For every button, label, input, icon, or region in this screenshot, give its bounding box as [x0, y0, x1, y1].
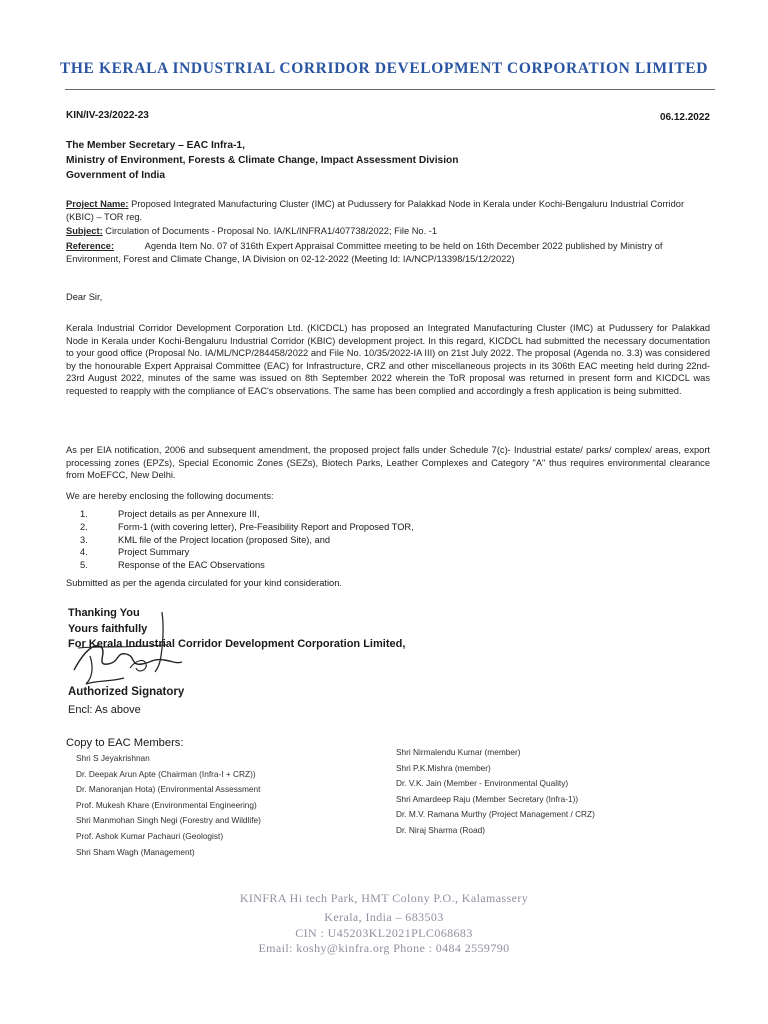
list-item: Dr. Niraj Sharma (Road): [396, 824, 485, 835]
project-name-label: Project Name:: [66, 199, 129, 209]
list-item: 5. Response of the EAC Observations: [80, 560, 265, 571]
enclosure-note: Encl: As above: [68, 704, 141, 716]
subject-line: [66, 225, 710, 238]
thanking-line: Thanking You: [68, 607, 140, 619]
reference-text: Agenda Item No. 07 of 316th Expert Appraisal Committee meeting to be held on 16th December 2022 published by Ministry of Environment, Forest and Climate Change, IA Division on 02-12-2022 (Meeting Id: IA/NCP/13398/15/12/2022): [66, 241, 663, 264]
subject-text: Circulation of Documents - Proposal No. IA/KL/INFRA1/407738/2022; File No. -1: [105, 226, 438, 236]
footer-address-line-1: KINFRA Hi tech Park, HMT Colony P.O., Kalamassery: [239, 891, 529, 905]
list-item: 4. Project Summary: [80, 547, 190, 558]
letterhead-title: THE KERALA INDUSTRIAL CORRIDOR DEVELOPMENT CORPORATION LIMITED: [59, 60, 709, 77]
copy-to-title: Copy to EAC Members:: [66, 737, 184, 749]
letter-date: 06.12.2022: [659, 112, 710, 123]
documents-intro: We are hereby enclosing the following documents:: [66, 491, 274, 501]
footer-address-line-2: Kerala, India – 683503: [324, 910, 444, 924]
salutation: Dear Sir,: [66, 292, 103, 302]
list-item: Prof. Mukesh Khare (Environmental Engineering): [76, 799, 257, 810]
address-line-3: Government of India: [66, 170, 166, 181]
documents-list: [80, 508, 414, 572]
reference-label: Reference:: [66, 241, 115, 251]
footer-cin: CIN : U45203KL2021PLC068683: [295, 926, 473, 940]
project-name-text: Proposed Integrated Manufacturing Cluster (IMC) at Pudussery for Palakkad Node in Kerala under Kochi-Bengaluru Industrial Corridor (KBIC) – TOR reg.: [66, 199, 685, 222]
list-item: Dr. M.V. Ramana Murthy (Project Management / CRZ): [396, 809, 595, 820]
paragraph-1: Kerala Industrial Corridor Development Corporation Ltd. (KICDCL) has proposed an Integrated Manufacturing Cluster (IMC) at Pudussery for Palakkad Node in Kerala under Kochi-Bengaluru Industrial Corridor (KBIC) development project. In this regard, KICDCL had submitted the necessary documentation to your good office (Proposal No. IA/ML/NCP/284458/2022 and File No. 10/35/2022-IA III) on 21st July 2022. The proposal (Agenda no. 3.3) was considered by the honourable Expert Appraisal Committee (EAC) for Infrastructure, CRZ and other miscellaneous projects in its 306th EAC meeting held during 22nd- 23rd August 2022, minutes of the same was issued on 8th September 2022 wherein the ToR proposal was returned in present form and KICDCL was requested to reapply with the compliance of EAC's observations. The same has been complied and accordingly a fresh application is being submitted.: [66, 323, 710, 396]
address-line-1: The Member Secretary – EAC Infra-1,: [66, 140, 245, 151]
list-item: Shri Nirmalendu Kumar (member): [396, 747, 521, 757]
list-item: Shri Manmohan Singh Negi (Forestry and Wildlife): [76, 815, 261, 826]
signatory-title: Authorized Signatory: [68, 686, 185, 698]
closing-block: [68, 606, 405, 653]
project-name: [66, 198, 710, 223]
footer-contact: Email: koshy@kinfra.org Phone : 0484 2559790: [258, 941, 510, 955]
reference-line: [66, 240, 710, 265]
list-item: Shri P.K.Mishra (member): [396, 762, 491, 773]
letterhead-rule: [65, 89, 715, 90]
recipient-address: [66, 138, 459, 183]
submitted-note: Submitted as per the agenda circulated for your kind consideration.: [66, 578, 342, 588]
list-item: Shri Sham Wagh (Management): [76, 846, 195, 857]
list-item: Shri Amardeep Raju (Member Secretary (Infra-1)): [396, 793, 579, 804]
copy-to-right-list: [396, 745, 595, 839]
yours-line: Yours faithfully: [68, 622, 148, 635]
list-item: 2. Form-1 (with covering letter), Pre-Feasibility Report and Proposed TOR,: [80, 521, 414, 532]
list-item: 1. Project details as per Annexure III,: [80, 509, 260, 519]
list-item: Dr. V.K. Jain (Member - Environmental Quality): [396, 778, 569, 789]
list-item: Dr. Deepak Arun Apte (Chairman (Infra-I + CRZ)): [76, 768, 256, 779]
list-item: 3. KML file of the Project location (proposed Site), and: [80, 534, 331, 545]
reference-number: KIN/IV-23/2022-23: [66, 110, 149, 121]
list-item: Prof. Ashok Kumar Pachauri (Geologist): [76, 830, 224, 841]
copy-to-left-list: [76, 751, 261, 860]
list-item: Dr. Manoranjan Hota) (Environmental Assessment: [76, 784, 261, 795]
paragraph-2: As per EIA notification, 2006 and subsequent amendment, the proposed project falls under Schedule 7(c)- Industrial estate/ parks/ complex/ areas, export processing zones (EPZs), Special Economic Zones (SEZs), Biotech Parks, Leather Complexes and Category "A" thus requires environmental clearance from MoEFCC, New Delhi.: [66, 445, 710, 481]
for-company-line: For Kerala Industrial Corridor Development Corporation Limited,: [68, 638, 406, 650]
address-line-2: Ministry of Environment, Forests & Climate Change, Impact Assessment Division: [66, 155, 459, 166]
list-item: Shri S Jeyakrishnan: [76, 753, 150, 763]
subject-label: Subject:: [66, 226, 103, 236]
